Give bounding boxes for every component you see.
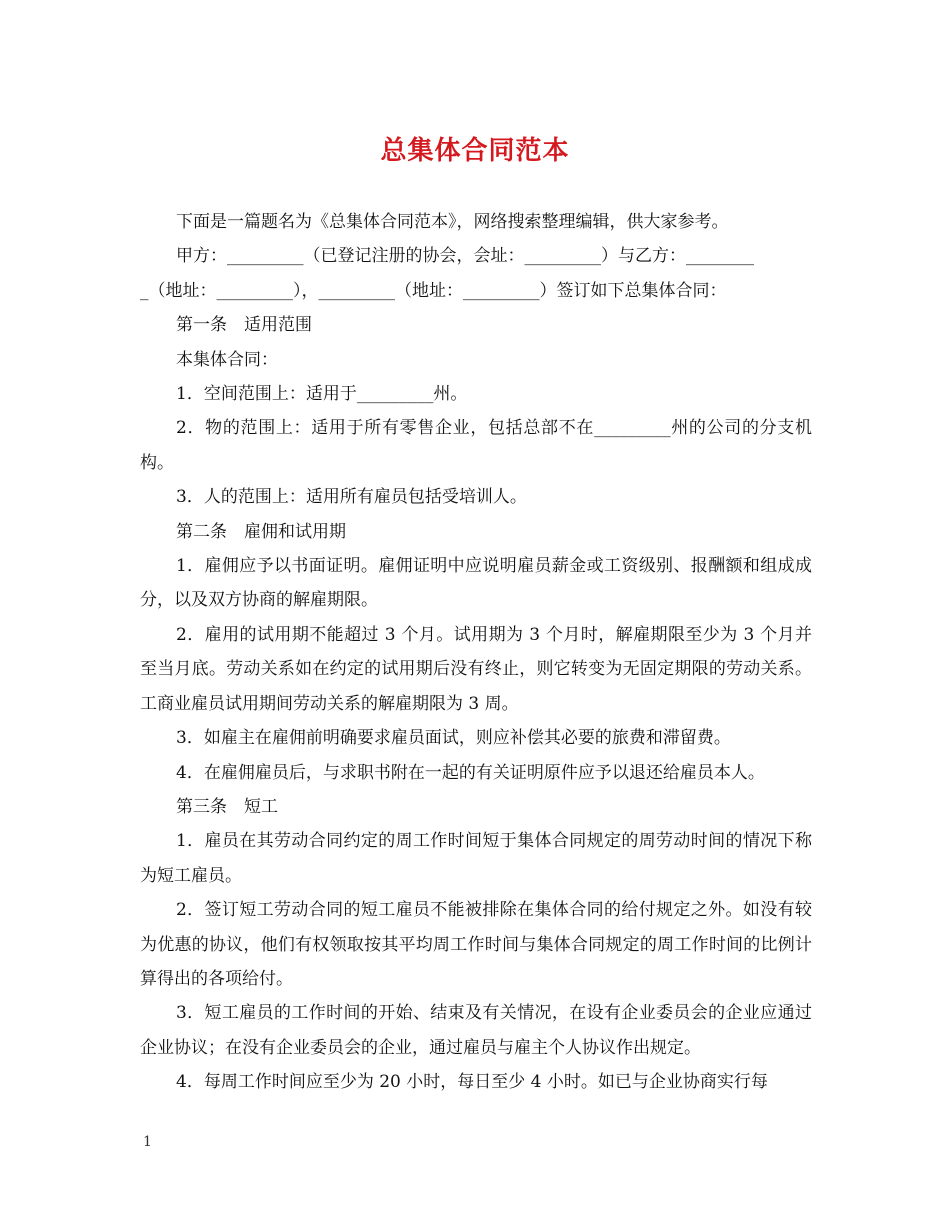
article-1-item-3: 3．人的范围上：适用所有雇员包括受培训人。 [176, 487, 527, 508]
article-2-heading: 第二条 雇佣和试用期 [176, 521, 346, 542]
parties-line-2: _（地址：_________），_________（地址：_________）签订如下总集体合同： [140, 280, 727, 301]
article-3-item-3: 3．短工雇员的工作时间的开始、结束及有关情况，在设有企业委员会的企业应通过企业协议；在没有企业委员会的企业，通过雇员与雇主个人协议作出规定。 [140, 1003, 812, 1058]
article-1-intro: 本集体合同： [176, 349, 278, 370]
article-3-item-2: 2．签订短工劳动合同的短工雇员不能被排除在集体合同的给付规定之外。如没有较为优惠的协议，他们有权领取按其平均周工作时间与集体合同规定的周工作时间的比例计算得出的各项给付。 [140, 900, 812, 989]
document-body [140, 205, 812, 1100]
article-3-item-1: 1．雇员在其劳动合同约定的周工作时间短于集体合同规定的周劳动时间的情况下称为短工雇员。 [140, 831, 812, 886]
intro-paragraph: 下面是一篇题名为《总集体合同范本》，网络搜索整理编辑，供大家参考。 [176, 212, 729, 232]
article-2-item-4: 4．在雇佣雇员后，与求职书附在一起的有关证明原件应予以退还给雇员本人。 [176, 762, 765, 783]
article-1-item-2: 2．物的范围上：适用于所有零售企业，包括总部不在_________州的公司的分支机构。 [140, 418, 812, 473]
article-2-item-2: 2．雇用的试用期不能超过 3 个月。试用期为 3 个月时，解雇期限至少为 3 个月并至当月底。劳动关系如在约定的试用期后没有终止，则它转变为无固定期限的劳动关系。工商业雇员试用期间劳动关系的解雇期限为 3 周。 [140, 624, 812, 714]
article-1-heading: 第一条 适用范围 [176, 315, 312, 336]
article-3-heading: 第三条 短工 [176, 796, 278, 817]
article-2-item-3: 3．如雇主在雇佣前明确要求雇员面试，则应补偿其必要的旅费和滞留费。 [176, 728, 731, 749]
page-number: 1 [143, 1134, 152, 1150]
article-2-item-1: 1．雇佣应予以书面证明。雇佣证明中应说明雇员薪金或工资级别、报酬额和组成成分，以及双方协商的解雇期限。 [140, 556, 812, 611]
article-1-item-1: 1．空间范围上：适用于_________州。 [176, 384, 468, 405]
document-title: 总集体合同范本 [380, 136, 570, 166]
article-3-item-4: 4．每周工作时间应至少为 20 小时，每日至少 4 小时。如已与企业协商实行每 [176, 1072, 768, 1093]
parties-line-1: 甲方：_________（已登记注册的协会，会址：_________）与乙方：________ [176, 246, 754, 267]
